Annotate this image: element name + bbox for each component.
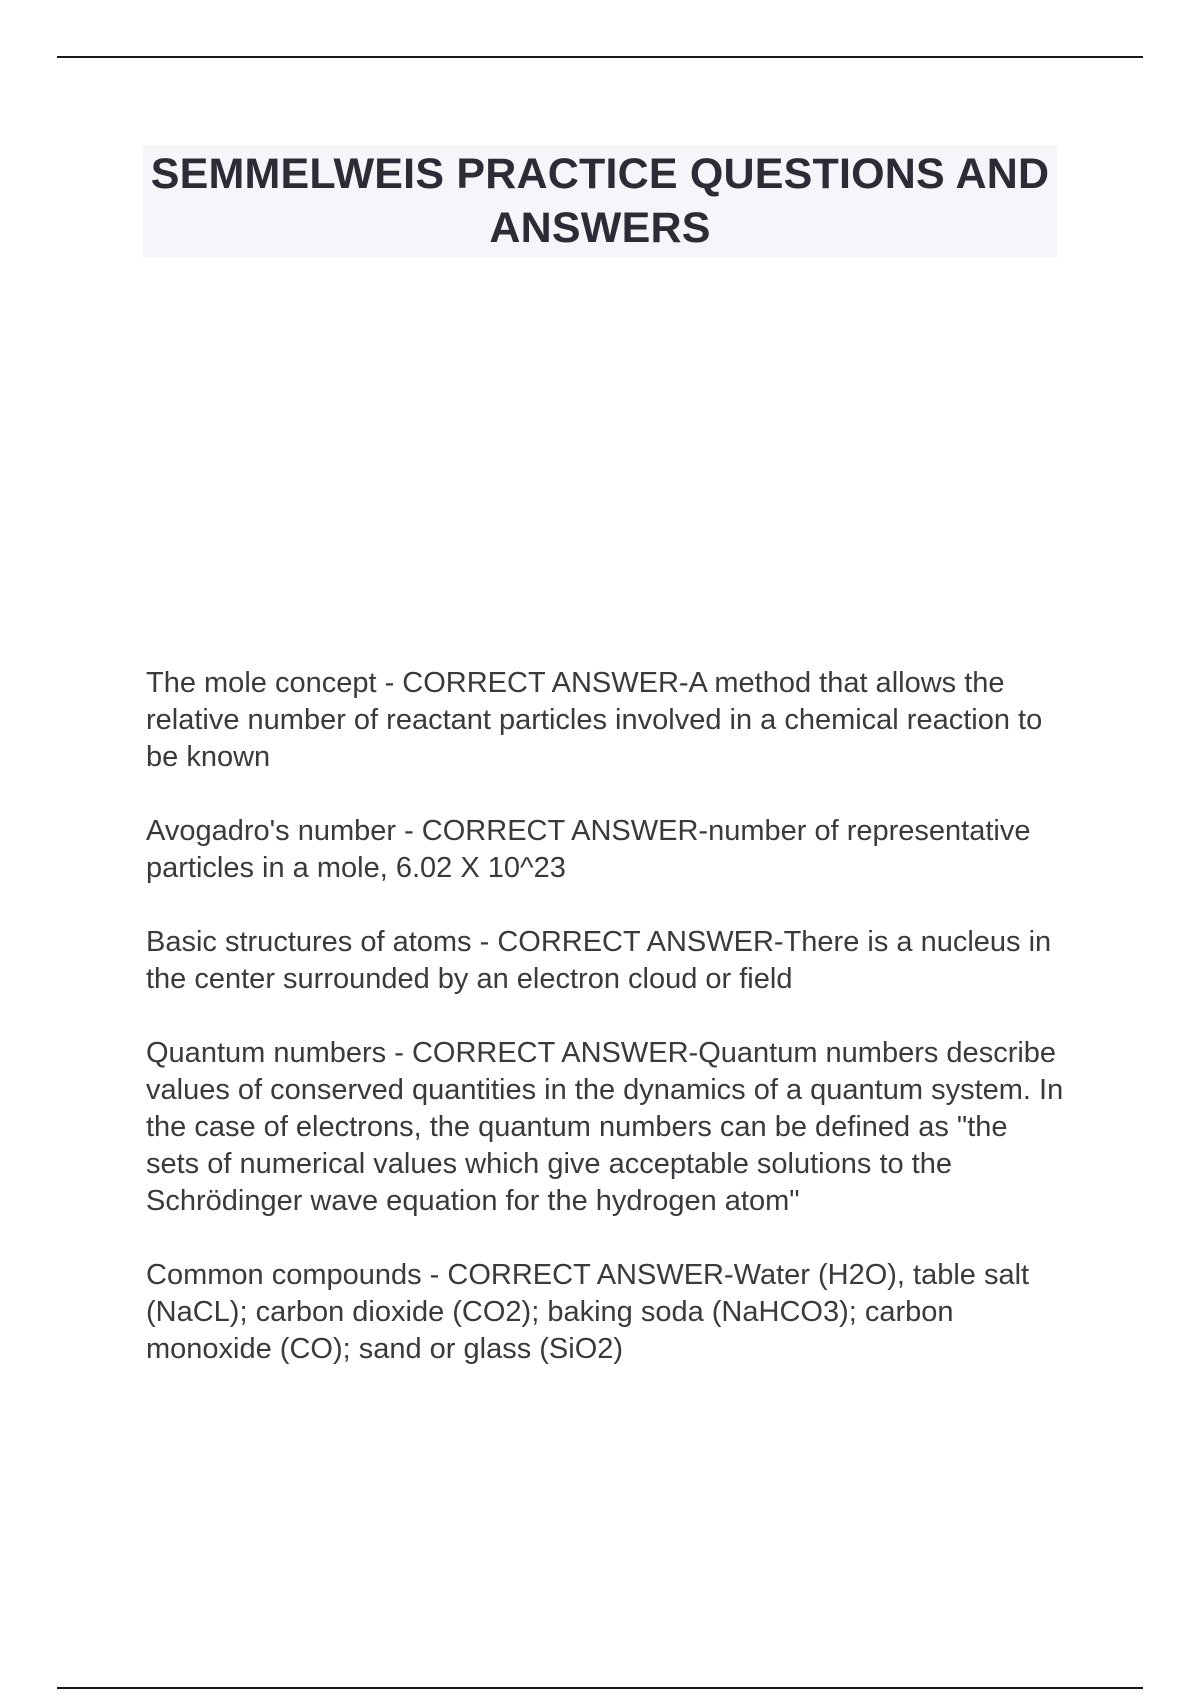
qa-item-mole-concept: The mole concept - CORRECT ANSWER-A method that allows the relative number of reactant particles involved in a chemical reaction to be known <box>146 667 1043 773</box>
qa-item-atom-structure: Basic structures of atoms - CORRECT ANSWER-There is a nucleus in the center surrounded by an electron cloud or field <box>146 926 1052 995</box>
qa-item-quantum-numbers: Quantum numbers - CORRECT ANSWER-Quantum numbers describe values of conserved quantities in the dynamics of a quantum system. In the case of electrons, the quantum numbers can be defined as "the sets of numerical values which give acceptable solutions to the Schrödinger wave equation for the hydrogen atom" <box>146 1037 1064 1217</box>
document-title: SEMMELWEIS PRACTICE QUESTIONS AND ANSWERS <box>150 150 1050 252</box>
qa-item-avogadros-number: Avogadro's number - CORRECT ANSWER-number of representative particles in a mole, 6.02 X 10^23 <box>146 815 1031 884</box>
header-divider <box>57 56 1143 58</box>
footer-divider <box>57 1687 1143 1689</box>
qa-list <box>146 665 1066 1405</box>
title-banner <box>143 145 1057 257</box>
qa-item-common-compounds: Common compounds - CORRECT ANSWER-Water (H2O), table salt (NaCL); carbon dioxide (CO2); baking soda (NaHCO3); carbon monoxide (CO); sand or glass (SiO2) <box>146 1259 1030 1365</box>
